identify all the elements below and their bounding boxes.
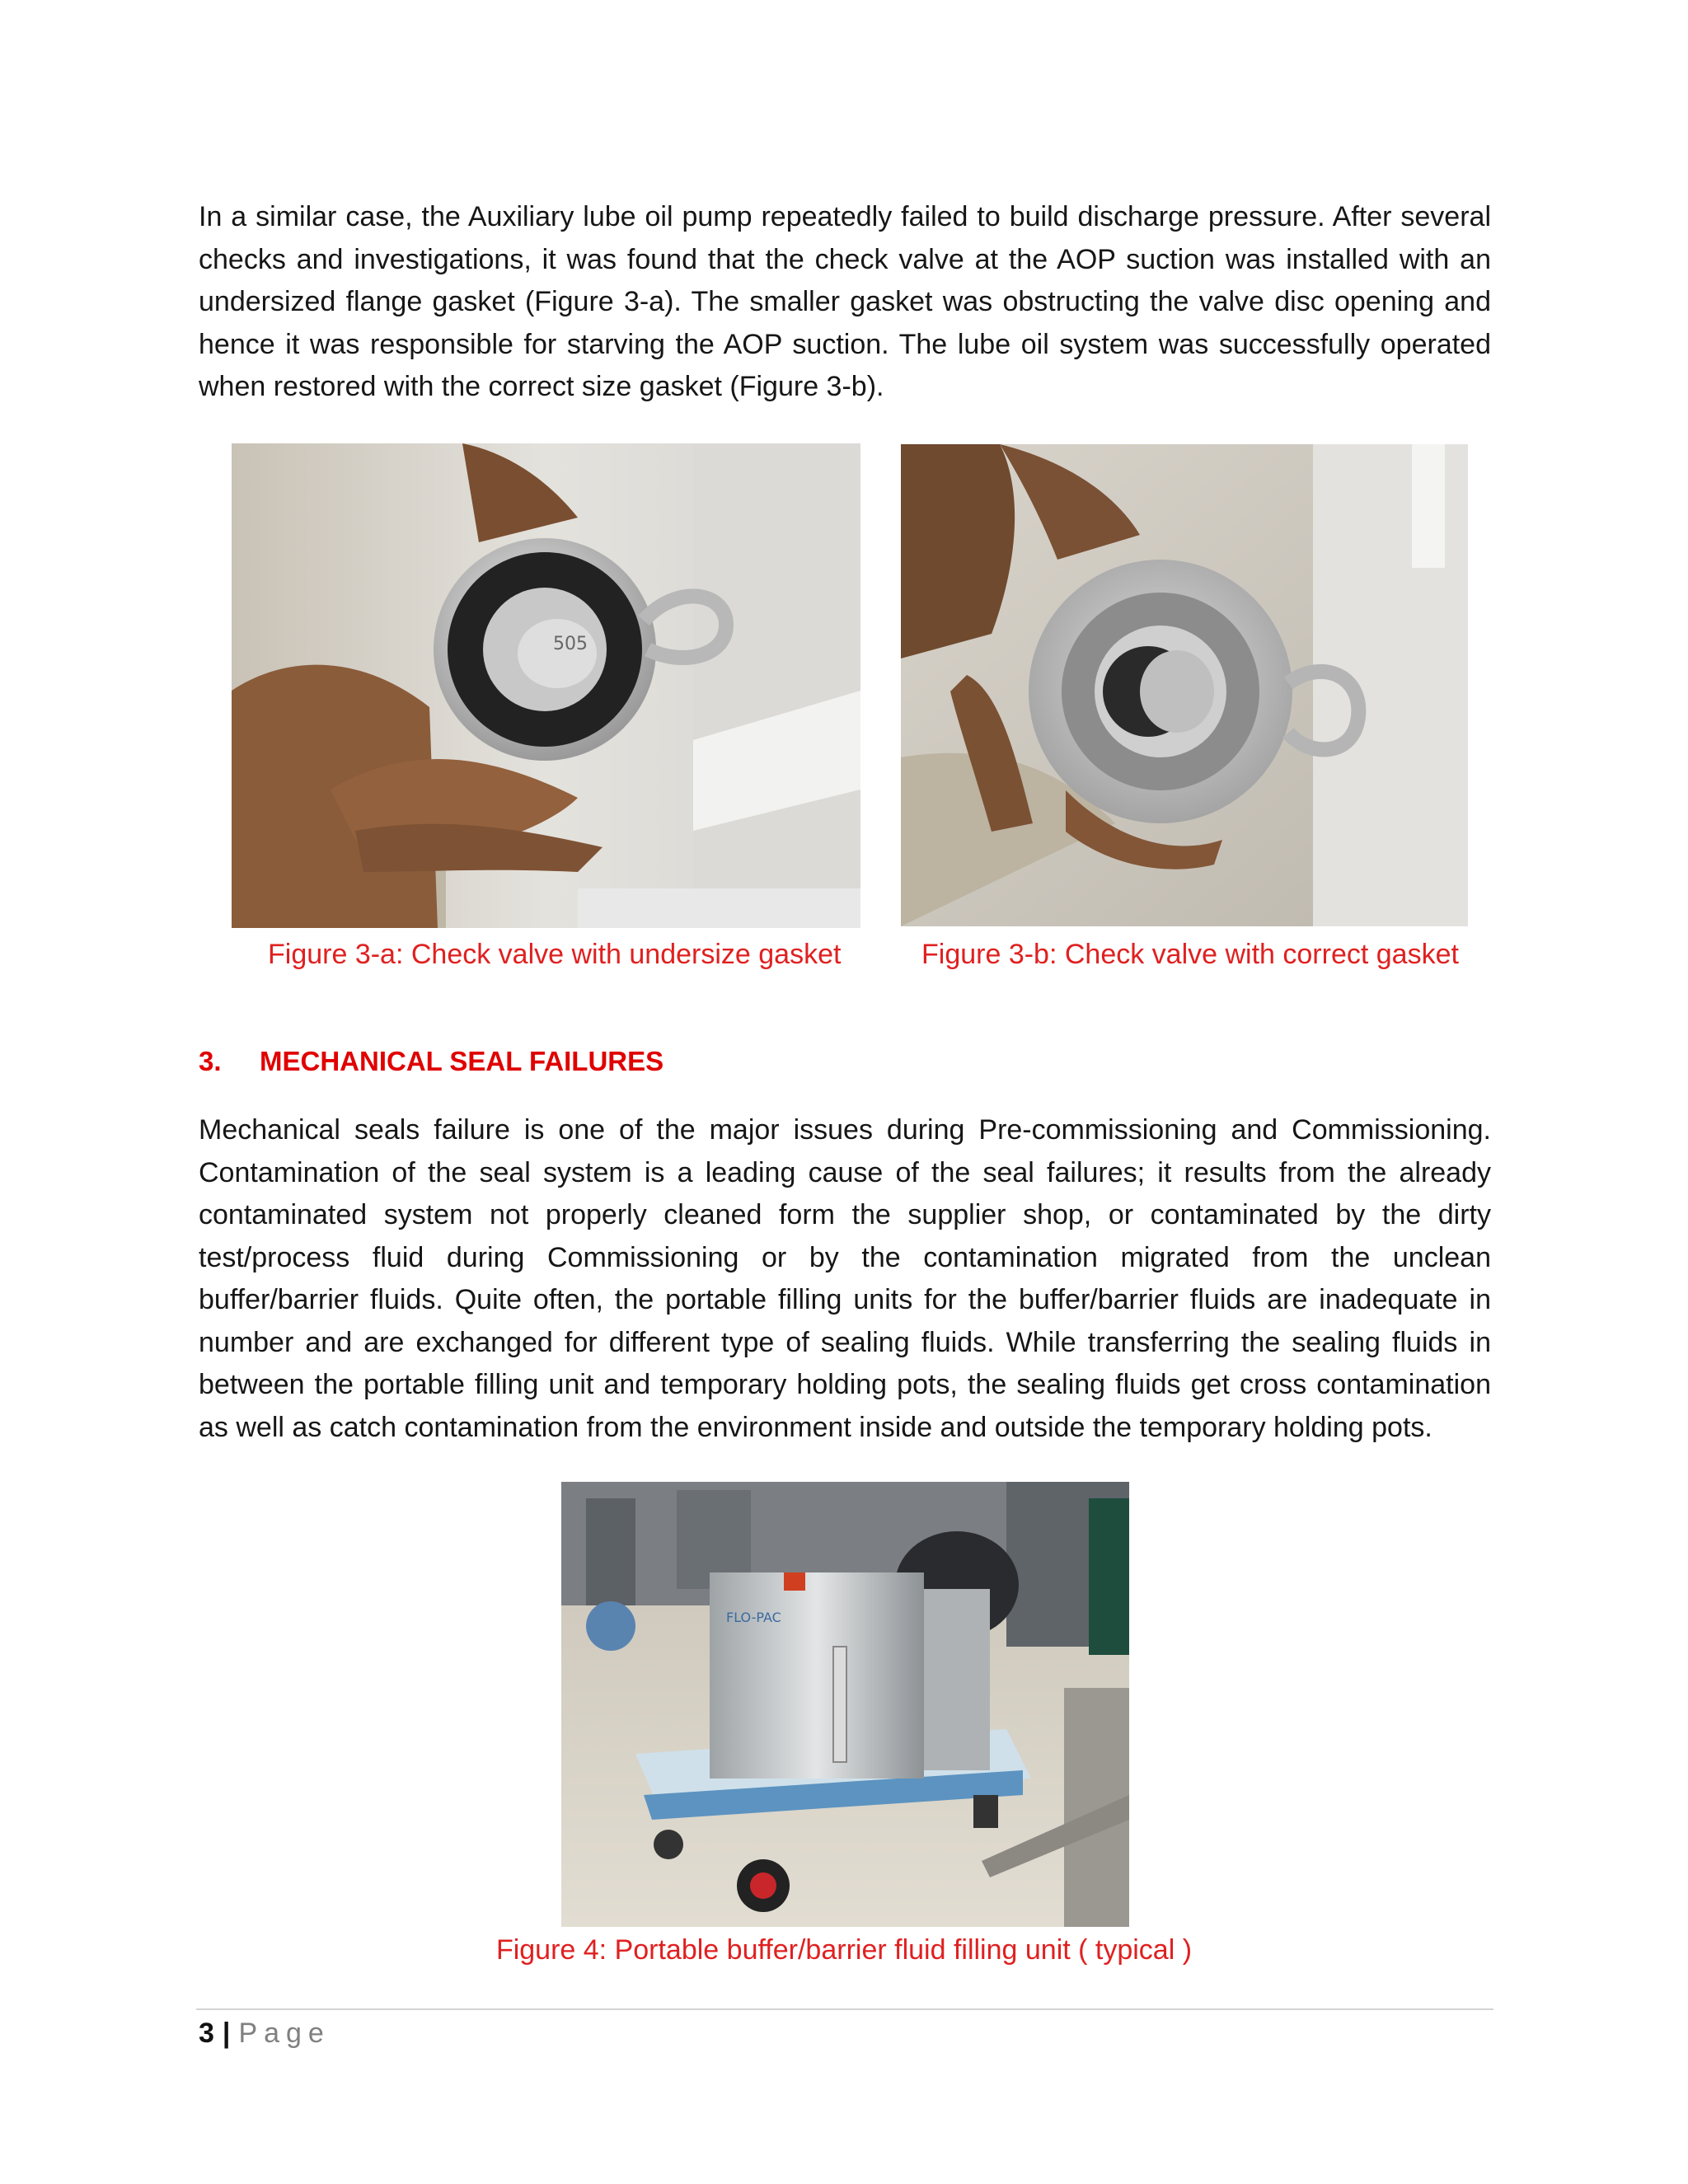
page-label: Page [238,2018,331,2049]
figure-4-caption: Figure 4: Portable buffer/barrier fluid filling unit ( typical ) [495,1934,1193,1966]
figure-3b-photo [901,444,1468,926]
figure-3a-caption: Figure 3-a: Check valve with undersize gasket [268,939,842,970]
section-number: 3. [199,1046,222,1076]
figure-3b-caption: Figure 3-b: Check valve with correct gasket [921,939,1459,970]
figure-3a-photo [232,443,860,928]
page-number: 3 [199,2018,214,2049]
page-footer [199,2017,331,2050]
figure-4-photo [561,1482,1129,1927]
body-paragraph-2: Mechanical seals failure is one of the major issues during Pre-commissioning and Commissioning. Contamination of the seal system is a leading cause of the seal failures; it results from the already contaminated system not properly cleaned form the supplier shop, or contaminated by the dirty test/process fluid during Commissioning or by the contamination migrated from the unclean buffer/barrier fluids. Quite often, the portable filling units for the buffer/barrier fluids are inadequate in number and are exchanged for different type of sealing fluids. While transferring the sealing fluids in between the portable filling unit and temporary holding pots, the sealing fluids get cross contamination as well as catch contamination from the environment inside and outside the temporary holding pots. [199,1114,1491,1443]
figure-4-unit-label: FLO-PAC [726,1610,781,1625]
footer-separator: | [222,2018,231,2049]
figure-3a-stamp: 505 [553,634,588,654]
footer-divider [196,2008,1493,2010]
body-paragraph-1: In a similar case, the Auxiliary lube oil pump repeatedly failed to build discharge pressure. After several checks and investigations, it was found that the check valve at the AOP suction was installed with an undersized flange gasket (Figure 3-a). The smaller gasket was obstructing the valve disc opening and hence it was responsible for starving the AOP suction. The lube oil system was successfully operated when restored with the correct size gasket (Figure 3-b). [199,201,1491,402]
section-heading [199,1045,663,1078]
section-title: MECHANICAL SEAL FAILURES [260,1046,664,1076]
